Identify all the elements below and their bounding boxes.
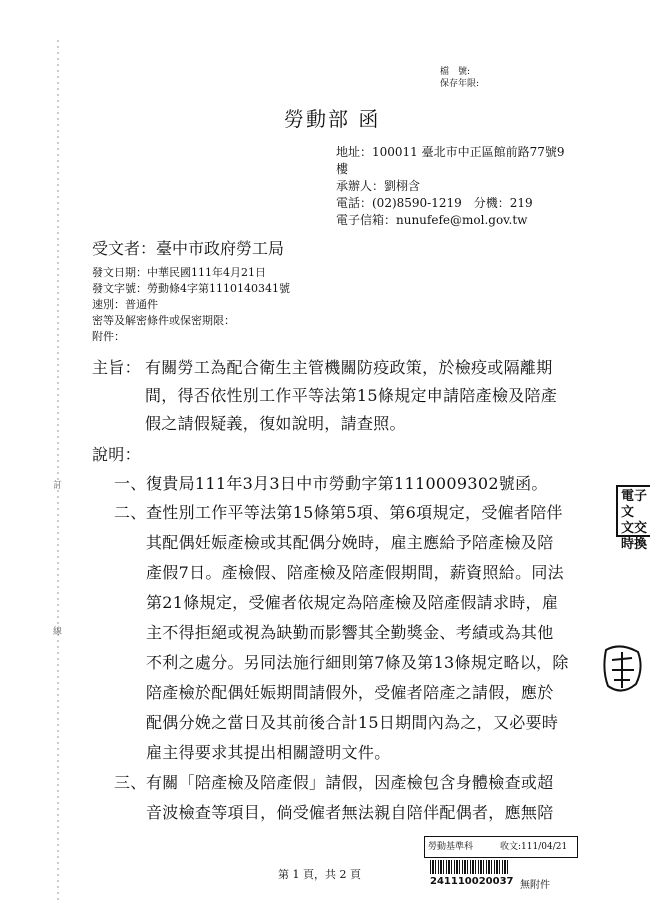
recipient: 受文者：臺中市政府勞工局	[92, 239, 285, 258]
subject-line: 間，得否依性別工作平等法第15條規定申請陪產檢及陪產	[145, 386, 558, 405]
letter-title: 勞動部 函	[284, 107, 381, 131]
item-line: 雇主得要求其提出相關證明文件。	[146, 743, 391, 762]
subject-label: 主旨：	[92, 358, 141, 377]
item-number: 一、	[114, 474, 147, 493]
speed-class: 速別：普通件	[92, 298, 158, 311]
barcode-number: 241110020037	[430, 876, 514, 887]
secrecy-level: 密等及解密條件或保密期限：	[92, 314, 235, 327]
item-line: 不利之處分。另同法施行細則第7條及第13條規定略以，除	[146, 653, 569, 672]
sender-contact: 承辦人：劉栩含	[336, 179, 421, 193]
item-line: 配偶分娩之當日及其前後合計15日期間內為之，又必要時	[146, 713, 559, 732]
binding-mark-xian: 線	[53, 627, 63, 637]
item-line: 產假7日。產檢假、陪產檢及陪產假期間，薪資照給。同法	[146, 563, 564, 582]
attachment-field: 附件：	[92, 330, 125, 343]
item-line: 陪產檢於配偶妊娠期間請假外，受僱者陪產之請假，應於	[146, 683, 554, 702]
item-number: 二、	[114, 503, 147, 522]
file-number-label: 檔 號:	[440, 67, 471, 77]
retention-label: 保存年限:	[440, 79, 480, 89]
item-line: 其配偶妊娠產檢或其配偶分娩時，雇主應給予陪產檢及陪	[146, 533, 554, 552]
item-line: 主不得拒絕或視為缺勤而影響其全勤獎金、考績或為其他	[146, 623, 554, 642]
issue-date: 發文日期：中華民國111年4月21日	[92, 266, 266, 279]
stamp-text: 電子文 文交 時換	[621, 489, 648, 552]
no-attachment-note: 無附件	[520, 880, 550, 891]
e-exchange-stamp	[616, 485, 650, 552]
sender-email: 電子信箱：nunufefe@mol.gov.tw	[336, 213, 528, 227]
item-line: 第21條規定，受僱者依規定為陪產檢及陪產假請求時，雇	[146, 593, 559, 612]
document-number: 發文字號：勞動條4字第1110140341號	[92, 282, 290, 295]
receipt-date: 收文:111/04/21	[500, 842, 568, 852]
item-line: 有關「陪產檢及陪產假」請假，因產檢包含身體檢查或超	[146, 773, 554, 792]
barcode	[430, 860, 510, 874]
seal-mark-icon	[600, 640, 646, 700]
sender-address-cont: 樓	[336, 162, 349, 176]
receipt-dept: 勞動基準科	[428, 842, 474, 852]
subject-line: 假之請假疑義，復如說明，請查照。	[145, 414, 406, 433]
item-line: 復貴局111年3月3日中市勞動字第1110009302號函。	[146, 474, 548, 493]
sender-address: 地址：100011 臺北市中正區館前路77號9	[336, 145, 565, 159]
item-number: 三、	[114, 773, 147, 792]
explanation-label: 說明：	[92, 445, 141, 464]
item-line: 音波檢查等項目，倘受僱者無法親自陪伴配偶者，應無陪	[146, 803, 554, 822]
binding-mark-ding: 訂	[53, 481, 63, 491]
sender-phone: 電話：(02)8590-1219 分機：219	[336, 196, 533, 210]
page-number: 第 1 頁，共 2 頁	[278, 868, 361, 881]
subject-line: 有關勞工為配合衛生主管機關防疫政策，於檢疫或隔離期	[145, 358, 553, 377]
item-line: 查性別工作平等法第15條第5項、第6項規定，受僱者陪伴	[146, 503, 563, 522]
